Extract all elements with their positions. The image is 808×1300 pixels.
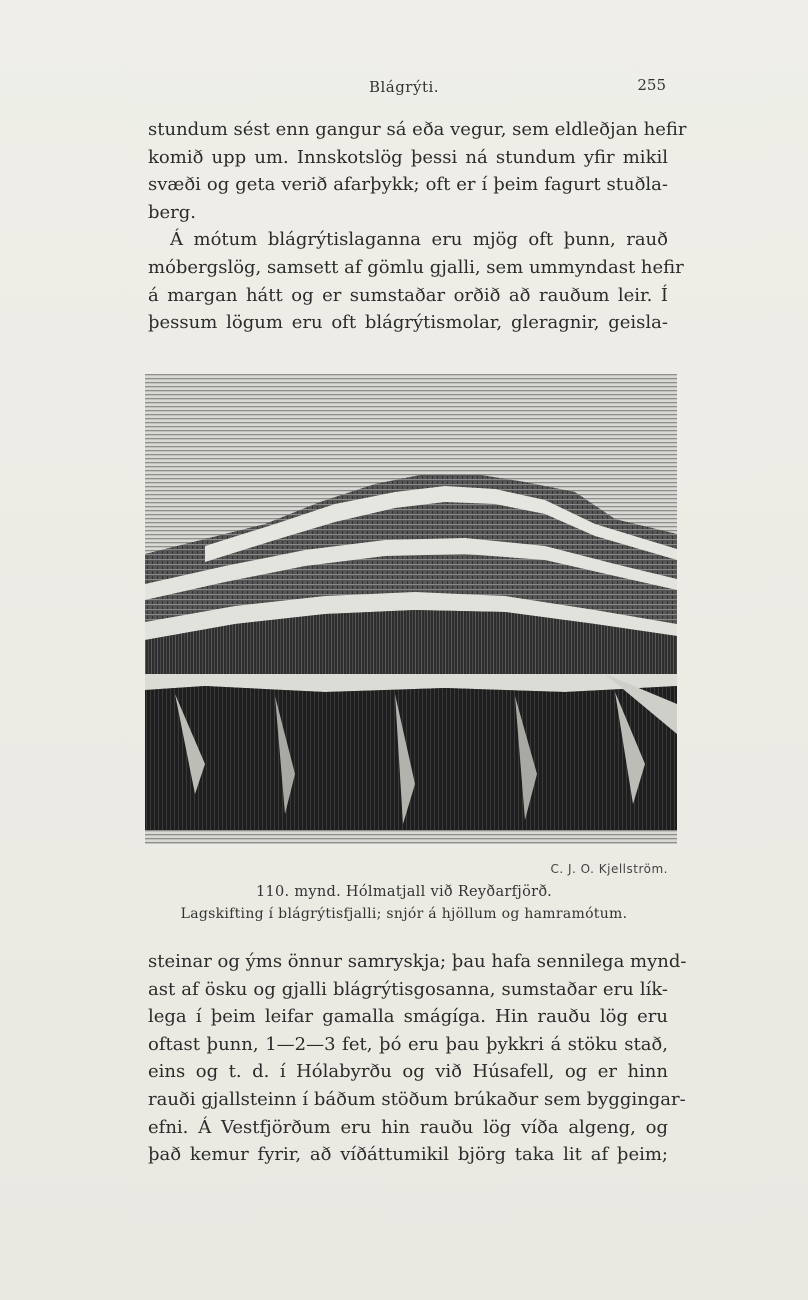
body-text-bottom xyxy=(148,948,687,1169)
text-line: steinar og ýms önnur samryskja; þau hafa sennilega mynd- xyxy=(148,951,687,972)
figure-caption-title: 110. mynd. Hólmatjall við Reyðarfjörð. xyxy=(255,884,553,900)
text-line: rauði gjallsteinn í báðum stöðum brúkaður sem byggingar- xyxy=(148,1088,686,1110)
text-line: lega í þeim leifar gamalla smágíga. Hin rauðu lög eru xyxy=(148,1006,668,1028)
text-line: stundum sést enn gangur sá eða vegur, sem eldleðjan hefir xyxy=(148,119,687,140)
body-text-top xyxy=(148,116,687,337)
text-line: þessum lögum eru oft blágrýtismolar, gleragnir, geisla- xyxy=(148,312,668,334)
figure-caption-subtitle: Lagskifting í blágrýtisfjalli; snjór á hjöllum og hamramótum. xyxy=(180,906,628,922)
photo-credit: C. J. O. Kjellström. xyxy=(550,862,668,876)
text-line: ast af ösku og gjalli blágrýtisgosanna, sumstaðar eru lík- xyxy=(148,978,668,1000)
page-number: 255 xyxy=(637,76,666,94)
text-line: móbergslög, samsett af gömlu gjalli, sem ummyndast hefir xyxy=(148,256,684,278)
text-line: berg. xyxy=(148,201,197,223)
text-line: komið upp um. Innskotslög þessi ná stundum yfir mikil xyxy=(148,146,668,168)
mountain-illustration xyxy=(145,374,677,844)
text-line: svæði og geta verið afarþykk; oft er í þeim fagurt stuðla- xyxy=(148,174,668,196)
running-head xyxy=(0,78,808,102)
text-line: oftast þunn, 1—2—3 fet, þó eru þau þykkri á stöku stað, xyxy=(148,1033,668,1055)
text-line: eins og t. d. í Hólabyrðu og við Húsafell, og er hinn xyxy=(148,1061,668,1083)
text-line: efni. Á Vestfjörðum eru hin rauðu lög víða algeng, og xyxy=(148,1116,668,1138)
running-title: Blágrýti. xyxy=(368,78,440,96)
text-line: Á mótum blágrýtislaganna eru mjög oft þunn, rauð xyxy=(170,229,668,251)
text-line: á margan hátt og er sumstaðar orðið að rauðum leir. Í xyxy=(148,284,668,306)
text-line: það kemur fyrir, að víðáttumikil björg taka lit af þeim; xyxy=(148,1144,668,1166)
mountain-engraving xyxy=(145,374,677,844)
